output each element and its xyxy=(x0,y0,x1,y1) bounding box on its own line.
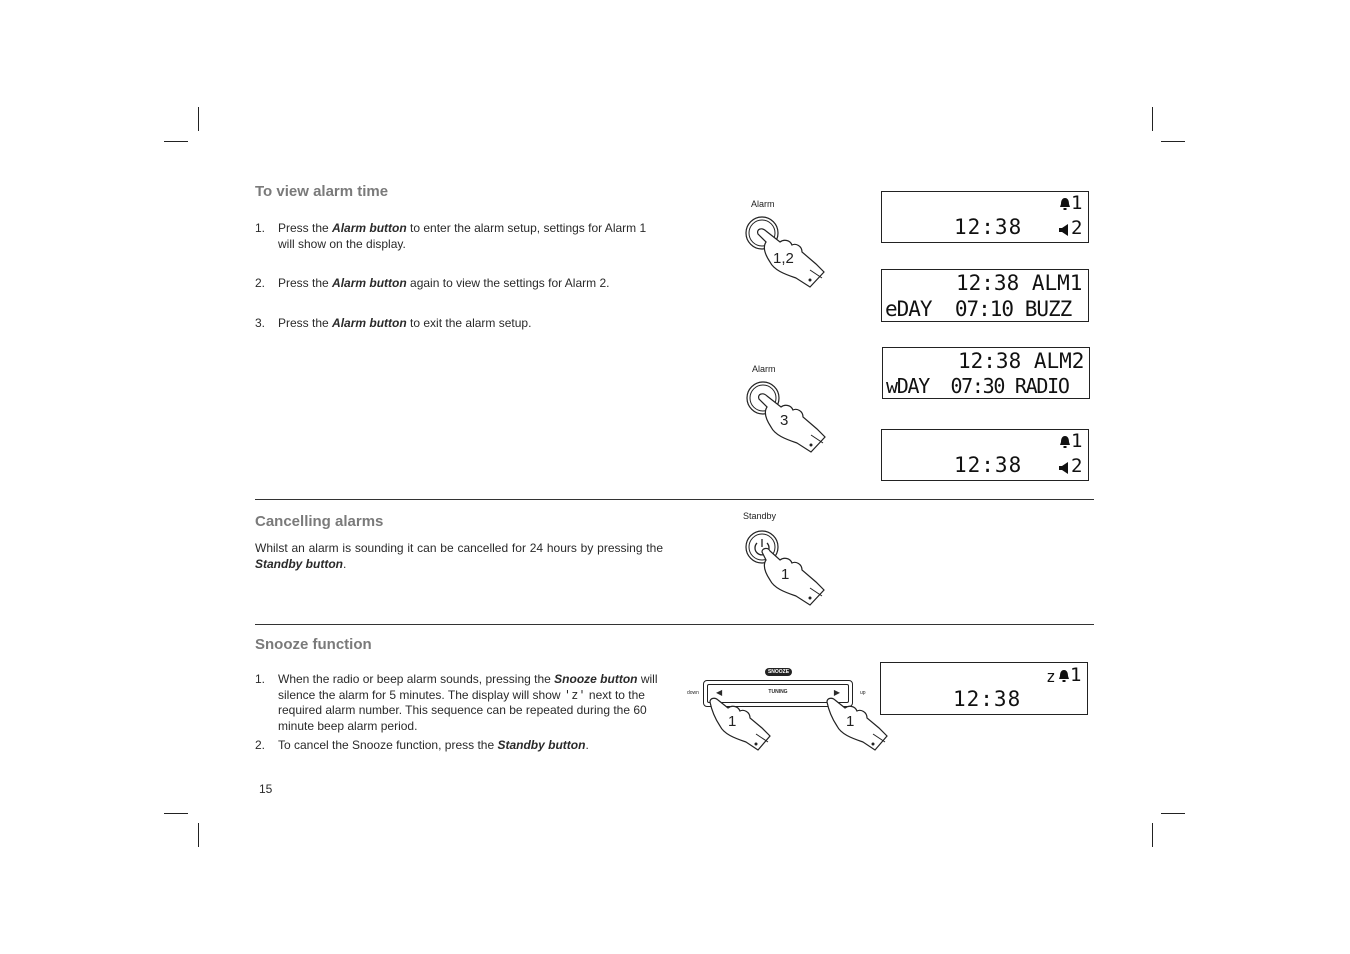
alarm2-number: 2 xyxy=(1071,455,1084,477)
list-item xyxy=(255,738,665,754)
crop-mark xyxy=(198,107,199,131)
step-text: to exit the alarm setup. xyxy=(406,316,532,330)
crop-mark xyxy=(1161,813,1185,814)
step-text: Press the xyxy=(278,316,333,330)
snooze-button[interactable]: SNOOZE xyxy=(765,668,792,676)
step-callout: 1 xyxy=(846,713,855,730)
crop-mark xyxy=(164,813,188,814)
step-text: again to view the settings for Alarm 2. xyxy=(406,276,610,290)
step-text: Press the xyxy=(278,221,333,235)
step-callout: 1,2 xyxy=(773,250,794,267)
alarm-bell-icon xyxy=(1059,435,1071,449)
list-item xyxy=(255,221,665,252)
list-item xyxy=(255,276,665,292)
snooze-indicator: z xyxy=(1046,667,1057,686)
alarm-button-label: Alarm xyxy=(752,364,776,374)
section-divider xyxy=(255,624,1094,625)
section-heading-cancel: Cancelling alarms xyxy=(255,513,384,530)
standby-button-name: Standby button xyxy=(497,738,586,752)
alarm-bell-icon xyxy=(1059,197,1071,211)
display-line-1: 12:38 ALM1 xyxy=(956,271,1083,295)
standby-button-name: Standby button xyxy=(255,557,343,571)
snooze-button-name: Snooze button xyxy=(554,672,638,686)
tuning-up-arrow-icon[interactable]: ▶ xyxy=(833,688,840,697)
alarm2-number: 2 xyxy=(1071,217,1084,239)
snooze-symbol: 'z' xyxy=(563,687,586,702)
cancel-paragraph xyxy=(255,540,663,572)
display-line-2: eDAY 07:10 BUZZ xyxy=(885,297,1072,321)
crop-mark xyxy=(198,823,199,847)
lcd-display xyxy=(882,347,1090,399)
tuning-down-arrow-icon[interactable]: ◀ xyxy=(716,688,723,697)
lcd-display xyxy=(881,429,1089,481)
step-number: 1. xyxy=(255,221,266,235)
step-text: . xyxy=(585,738,589,752)
step-callout: 1 xyxy=(728,713,737,730)
lcd-display xyxy=(881,269,1089,322)
alarm-bell-icon xyxy=(1058,669,1070,683)
paragraph-text: . xyxy=(342,557,347,571)
step-text: to enter the alarm setup, settings for Alarm 1 will show on the display. xyxy=(278,221,647,251)
step-text: Press the xyxy=(278,276,333,290)
crop-mark xyxy=(1152,823,1153,847)
section-heading-view-alarm: To view alarm time xyxy=(255,183,389,200)
display-line-1: 12:38 ALM2 xyxy=(958,349,1085,373)
step-button-name: Alarm button xyxy=(332,221,407,235)
step-button-name: Alarm button xyxy=(332,316,407,330)
step-number: 2. xyxy=(255,738,266,752)
speaker-icon xyxy=(1058,461,1070,475)
step-text: To cancel the Snooze function, press the xyxy=(278,738,498,752)
alarm1-number: 1 xyxy=(1070,664,1083,686)
section-divider xyxy=(255,499,1094,500)
standby-button-label: Standby xyxy=(743,511,777,521)
section-heading-snooze: Snooze function xyxy=(255,636,372,653)
display-line-2: wDAY 07:30 RADIO xyxy=(886,374,1069,398)
press-hand-icon xyxy=(706,696,776,752)
clock-time: 12:38 xyxy=(954,453,1023,477)
tuning-label: TUNING xyxy=(768,689,788,695)
clock-time: 12:38 xyxy=(954,215,1023,239)
crop-mark xyxy=(1161,141,1185,142)
paragraph-text: Whilst an alarm is sounding it can be cancelled for 24 hours by pressing the xyxy=(255,541,663,555)
speaker-icon xyxy=(1058,223,1070,237)
list-item xyxy=(255,316,665,332)
list-item xyxy=(255,672,665,734)
alarm-button-label: Alarm xyxy=(751,199,775,209)
crop-mark xyxy=(1152,107,1153,131)
crop-mark xyxy=(164,141,188,142)
lcd-display xyxy=(881,191,1089,243)
step-callout: 1 xyxy=(781,566,790,583)
alarm1-number: 1 xyxy=(1071,192,1084,214)
up-label: up xyxy=(860,690,866,696)
alarm1-number: 1 xyxy=(1071,430,1084,452)
step-text: will silence the alarm for 5 minutes. The display will show xyxy=(278,672,658,702)
step-number: 2. xyxy=(255,276,266,290)
step-text: When the radio or beep alarm sounds, pressing the xyxy=(278,672,555,686)
step-button-name: Alarm button xyxy=(332,276,407,290)
page-number: 15 xyxy=(259,782,273,796)
clock-time: 12:38 xyxy=(953,687,1022,711)
step-callout: 3 xyxy=(780,412,789,429)
lcd-display xyxy=(880,662,1088,715)
step-number: 1. xyxy=(255,672,266,686)
step-number: 3. xyxy=(255,316,266,330)
down-label: down xyxy=(687,690,699,696)
step-text: next to the required alarm number. This sequence can be repeated during the 60 minute beep alarm period. xyxy=(278,687,647,733)
